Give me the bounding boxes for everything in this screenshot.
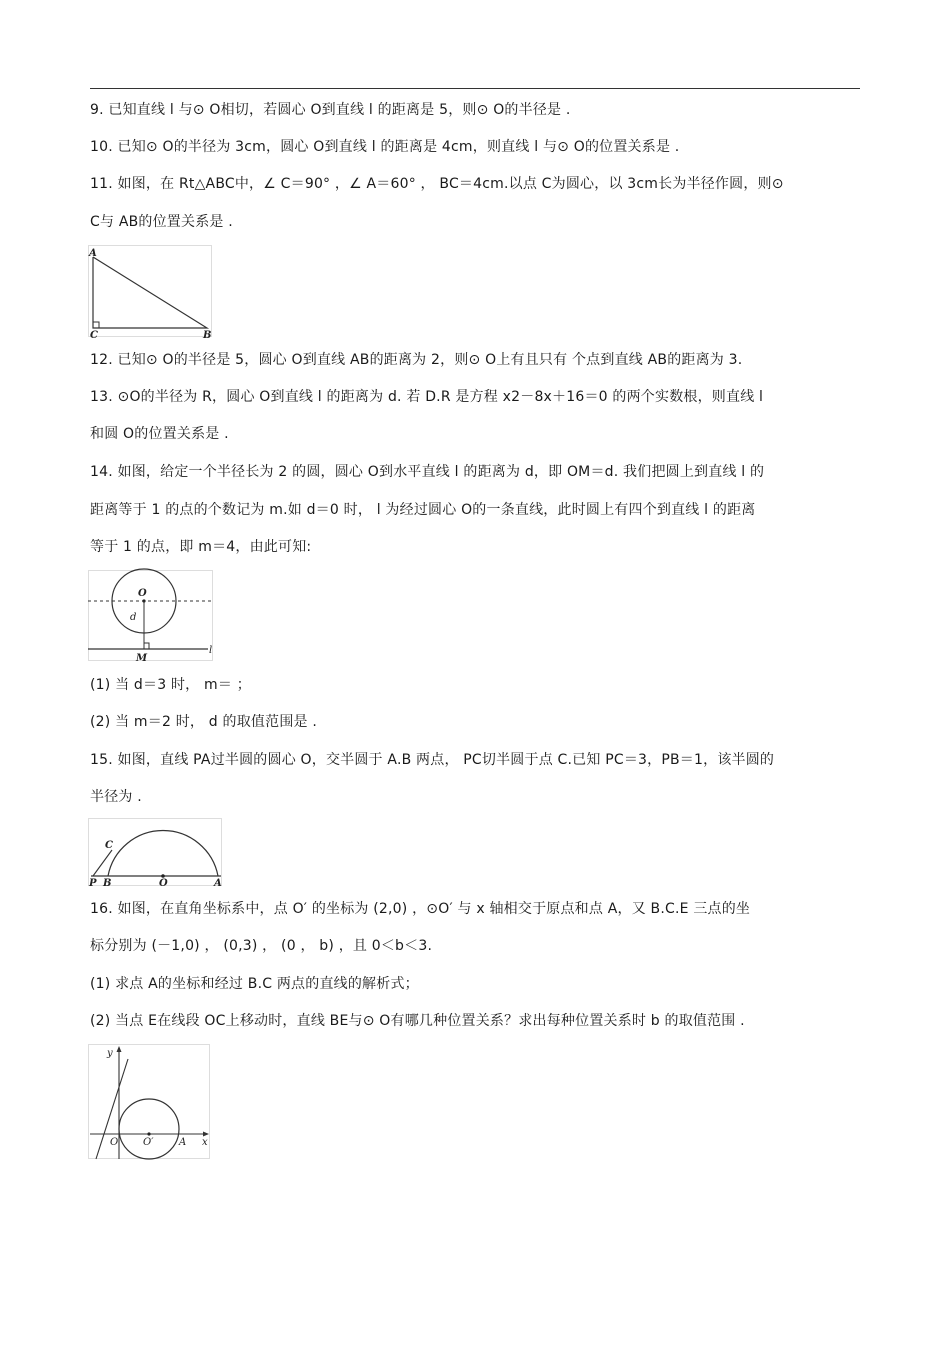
question-10: 10. 已知⊙ O的半径为 3cm，圆心 O到直线 l 的距离是 4cm，则直线 l 与⊙ O的位置关系是 . (90, 139, 680, 155)
question-12: 12. 已知⊙ O的半径是 5，圆心 O到直线 AB的距离为 2，则⊙ O上有且只有 个点到直线 AB的距离为 3. (90, 352, 743, 368)
question-15-line-2: 半径为 . (90, 789, 142, 805)
label-l: l (209, 645, 213, 656)
label-m: M (136, 653, 148, 664)
question-9: 9. 已知直线 l 与⊙ O相切，若圆心 O到直线 l 的距离是 5，则⊙ O的半径是 . (90, 102, 571, 118)
label-o: O (110, 1137, 119, 1148)
label-o-prime: O′ (143, 1137, 154, 1148)
label-a: A (214, 878, 222, 889)
label-c: C (105, 840, 113, 851)
label-x: x (202, 1137, 208, 1148)
label-o: O (138, 588, 147, 599)
question-11-line-1: 11. 如图，在 Rt△ABC中，∠ C＝90° ，∠ A＝60° ， BC＝4cm.以点 C为圆心，以 3cm长为半径作圆，则⊙ (90, 176, 784, 192)
label-o: O (159, 878, 168, 889)
figure-16-coordinate-circle (88, 1044, 213, 1162)
figure-15-semicircle (88, 818, 223, 890)
question-16-part-2: (2) 当点 E在线段 OC上移动时，直线 BE与⊙ O有哪几种位置关系？求出每种位置关系时 b 的取值范围 . (90, 1013, 745, 1029)
question-16-part-1: (1) 求点 A的坐标和经过 B.C 两点的直线的解析式； (90, 976, 419, 992)
label-b: B (103, 878, 112, 889)
label-a: A (179, 1137, 187, 1148)
question-14-part-2: (2) 当 m＝2 时， d 的取值范围是 . (90, 714, 318, 730)
label-a: A (89, 248, 97, 259)
figure-14-circle-line (88, 570, 218, 665)
question-16-line-1: 16. 如图，在直角坐标系中，点 O′ 的坐标为 (2,0) ，⊙O′ 与 x 轴相交于原点和点 A，又 B.C.E 三点的坐 (90, 901, 751, 917)
label-d: d (130, 612, 137, 623)
label-c: C (90, 330, 98, 341)
question-13-line-2: 和圆 O的位置关系是 . (90, 426, 229, 442)
question-11-line-2: C与 AB的位置关系是 . (90, 214, 233, 230)
figure-11-triangle (88, 245, 213, 340)
question-14-part-1: (1) 当 d＝3 时， m＝ ； (90, 677, 251, 693)
question-15-line-1: 15. 如图，直线 PA过半圆的圆心 O，交半圆于 A.B 两点， PC切半圆于点 C.已知 PC＝3，PB＝1，该半圆的 (90, 752, 775, 768)
question-14-line-3: 等于 1 的点，即 m＝4，由此可知: (90, 539, 312, 555)
question-14-line-2: 距离等于 1 的点的个数记为 m.如 d＝0 时， l 为经过圆心 O的一条直线，此时圆上有四个到直线 l 的距离 (90, 502, 756, 518)
label-y: y (107, 1048, 113, 1059)
question-16-line-2: 标分别为 (－1,0) ， (0,3) ， (0 ， b) ，且 0＜b＜3. (90, 938, 433, 954)
header-rule (90, 88, 860, 89)
label-b: B (203, 330, 212, 341)
question-14-line-1: 14. 如图，给定一个半径长为 2 的圆，圆心 O到水平直线 l 的距离为 d，即 OM＝d. 我们把圆上到直线 l 的 (90, 464, 765, 480)
label-p: P (89, 878, 97, 889)
question-13-line-1: 13. ⊙O的半径为 R，圆心 O到直线 l 的距离为 d. 若 D.R 是方程 x2－8x＋16＝0 的两个实数根，则直线 l (90, 389, 764, 405)
